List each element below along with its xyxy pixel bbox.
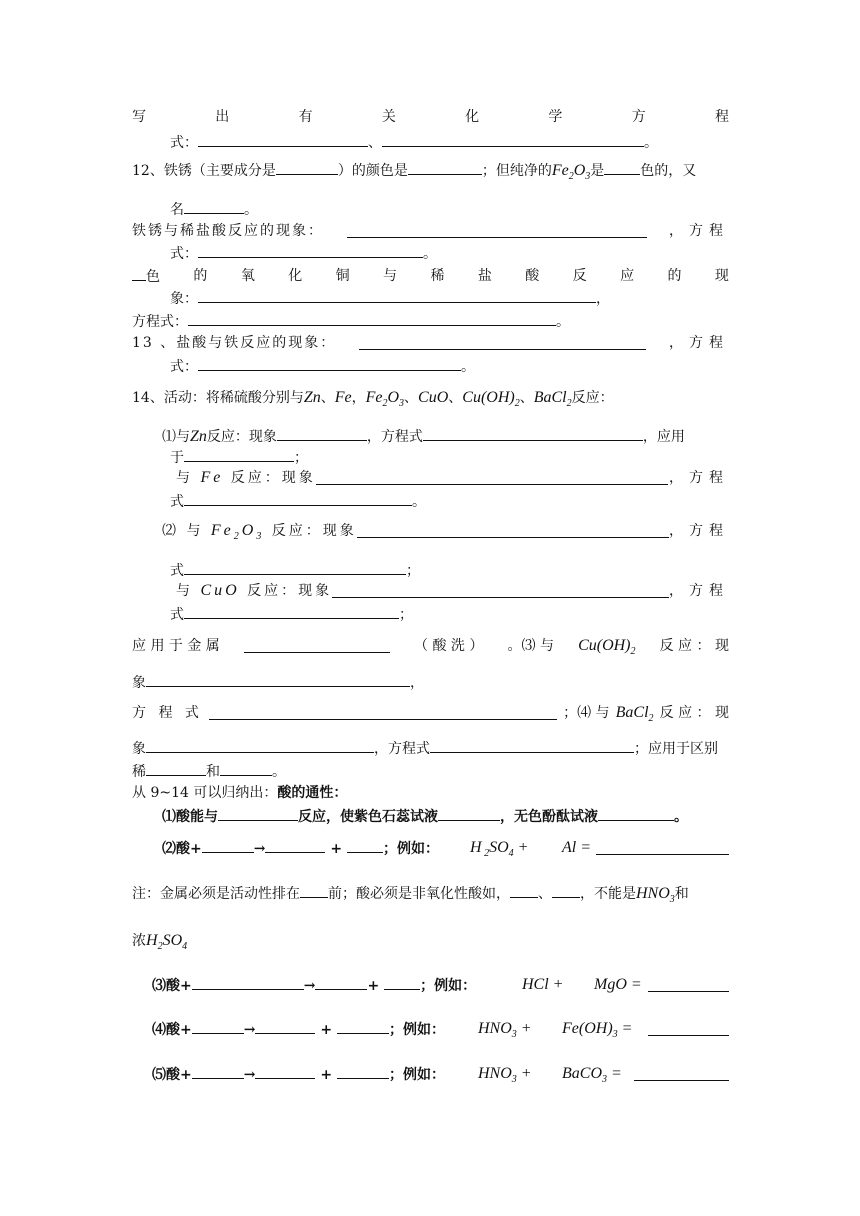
prop-1: ⑴酸能与 反应，使紫色石蕊试液 ，无色酚酞试液 。 [162,806,688,827]
blank[interactable] [192,1019,244,1034]
blank[interactable] [337,1064,389,1079]
blank[interactable] [184,560,406,575]
blank[interactable] [332,583,669,598]
blank[interactable] [146,672,410,687]
blank[interactable] [209,705,557,720]
s4-line: 方 程 式 ；⑷ 与 BaCl$_2$ 反 应 ： 现 [132,704,729,725]
blank[interactable] [220,761,272,776]
prop-5: ⑸酸+ → + ；例如： $HNO_3$ + BaCO$_3$ = [152,1064,729,1085]
blank[interactable] [337,1019,389,1034]
s4-line3: 稀 和 。 [132,761,286,782]
blank[interactable] [315,975,367,990]
blank[interactable] [384,975,420,990]
blank[interactable] [648,977,729,992]
blank[interactable] [255,1064,315,1079]
s2-line3: 与 CuO 反应：现象 ，方程 [176,582,729,599]
blank[interactable] [347,838,383,853]
blank[interactable] [198,243,423,258]
blank[interactable] [598,806,674,821]
blank[interactable] [316,470,668,485]
s3-line: 应 用 于 金 属 （ 酸 洗 ） 。⑶ 与 $Cu(OH)_2$ 反 应 ： 现 [132,637,729,658]
cuo-line2: 象： ， [170,288,610,309]
blank[interactable] [146,738,374,753]
blank[interactable] [596,840,729,855]
line-1: 写 出 有 关 化 学 方 程 [132,109,729,125]
blank[interactable] [198,288,596,303]
blank[interactable] [218,806,298,821]
blank[interactable] [184,199,244,214]
blank[interactable] [510,883,538,898]
blank[interactable] [423,426,643,441]
blank[interactable] [357,523,669,538]
s1-line: ⑴与Zn反应：现象 ，方程式 ，应用 [162,428,685,445]
s4-line2: 象 ，方程式 ；应用于区别 [132,738,718,759]
blank[interactable] [192,975,304,990]
line-2: 式： 、 。 [170,132,658,153]
blank[interactable] [188,311,556,326]
blank[interactable] [277,426,367,441]
s2-line2: 式 ； [170,560,420,581]
s1-line4: 式 。 [170,491,426,512]
blank[interactable] [382,132,644,147]
q12-line2: 名 。 [170,199,258,220]
blank[interactable] [300,883,328,898]
blank[interactable] [244,638,390,653]
s2-line: ⑵ 与 $Fe_2O_3$ 反应：现象 ，方程 [162,522,729,543]
blank[interactable] [265,838,325,853]
blank[interactable] [202,838,254,853]
blank[interactable] [276,160,338,175]
s1-line3: 与 Fe 反应：现象 ，方程 [176,469,729,486]
s1-line2: 于 ； [170,447,308,468]
s2-line4: 式 ； [170,604,413,625]
blank[interactable] [198,356,461,371]
blank[interactable] [255,1019,315,1034]
blank[interactable] [184,447,294,462]
blank[interactable] [146,761,206,776]
prop-4: ⑷酸+ → + ；例如： $HNO_3$ + $Fe(OH)_3$ = [152,1019,729,1040]
rust-line: 铁锈与稀盐酸反应的现象： ，方程 [132,223,729,239]
blank[interactable] [132,266,146,281]
q12-line: 12、铁锈（主要成分是 ）的颜色是 ；但纯净的$Fe_2O_3$是 色的，又 [132,162,697,183]
prop-3: ⑶酸+ → + ；例如： HCl + MgO = [152,975,729,996]
cuo-line: 色 的 氧 化 铜 与 稀 盐 酸 反 应 的 现 [132,266,729,287]
q13-line: 13 、盐酸与铁反应的现象： ，方程 [132,335,729,351]
blank[interactable] [347,223,647,238]
summary: 从 9~14 可以归纳出：酸的通性： [132,785,348,801]
blank[interactable] [359,335,646,350]
blank[interactable] [430,738,634,753]
blank[interactable] [604,160,640,175]
rust-line2: 式： 。 [170,243,437,264]
cuo-line3: 方程式： 。 [132,311,570,332]
blank[interactable] [408,160,482,175]
q13-line2: 式： 。 [170,356,475,377]
note: 注：金属必须是活动性排在 前；酸必须是非氧化性酸如， 、 ，不能是$HNO_3$和 [132,885,689,906]
blank[interactable] [648,1021,729,1036]
blank[interactable] [198,132,368,147]
s3-line2: 象 ， [132,672,424,693]
note-2: 浓$H_2SO_4$ [132,932,188,953]
blank[interactable] [184,491,412,506]
blank[interactable] [634,1066,729,1081]
prop-2: ⑵酸+ → + ；例如： H $_2SO_4$ + Al = [162,838,729,859]
blank[interactable] [192,1064,244,1079]
blank[interactable] [438,806,500,821]
q14-line: 14、活动：将稀硫酸分别与Zn、Fe，$Fe_2O_3$、CuO、$Cu(OH)_2$、BaCl$_2$反应： [132,389,614,410]
blank[interactable] [552,883,580,898]
blank[interactable] [184,604,399,619]
